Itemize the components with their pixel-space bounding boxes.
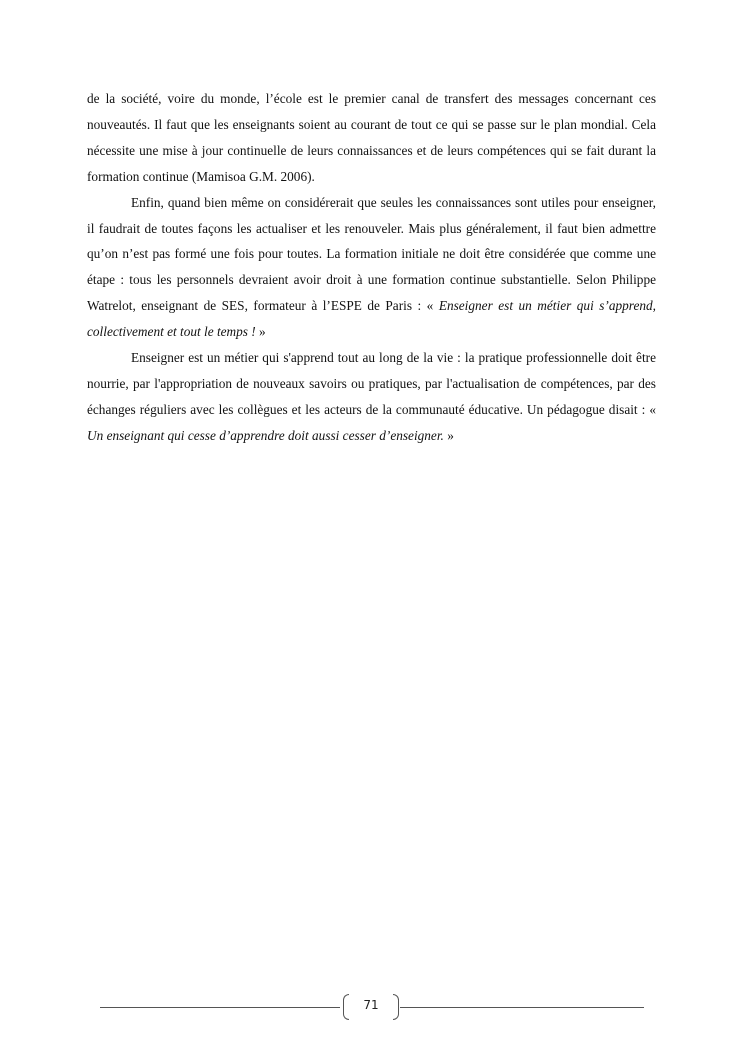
- paragraph-3-text: Enseigner est un métier qui s'apprend tout au long de la vie : la pratique professionnelle doit être nourrie, par l'appropriation de nouveaux savoirs ou pratiques, par l'actualisation de compétences, par des échanges réguliers avec les collègues et les acteurs de la communauté éducative. Un pédagogue disait : «: [87, 350, 656, 417]
- footer-bracket-left: [343, 994, 349, 1020]
- footer-rule-right: [400, 1007, 644, 1008]
- page-number: 71: [363, 998, 379, 1012]
- paragraph-3-quote: Un enseignant qui cesse d’apprendre doit aussi cesser d’enseigner.: [87, 427, 444, 443]
- paragraph-3: [87, 345, 656, 449]
- footer-bracket-right: [393, 994, 399, 1020]
- paragraph-2: [87, 190, 656, 345]
- paragraph-3-close: »: [443, 427, 454, 443]
- paragraph-2-text: Enfin, quand bien même on considérerait que seules les connaissances sont utiles pour enseigner, il faudrait de toutes façons les actualiser et les renouveler. Mais plus généralement, il faut bien admettre qu’on n’est pas formé une fois pour toutes. La formation initiale ne doit être considérée que comme une étape : tous les personnels devraient avoir droit à une formation continue substantielle. Selon Philippe Watrelot, enseignant de SES, formateur à l’ESPE de Paris : «: [87, 194, 656, 314]
- paragraph-2-close: »: [255, 324, 266, 340]
- body-text: [87, 86, 656, 449]
- paragraph-1: de la société, voire du monde, l’école est le premier canal de transfert des messages concernant ces nouveautés. Il faut que les enseignants soient au courant de tout ce qui se passe sur le plan mondial. Cela nécessite une mise à jour continuelle de leurs connaissances et de leurs compétences qui se fait durant la formation continue (Mamisoa G.M. 2006).: [87, 91, 656, 184]
- paragraph-2-quote: Enseigner est un métier qui s’apprend, collectivement et tout le temps !: [87, 298, 657, 340]
- footer-rule-left: [100, 1007, 340, 1008]
